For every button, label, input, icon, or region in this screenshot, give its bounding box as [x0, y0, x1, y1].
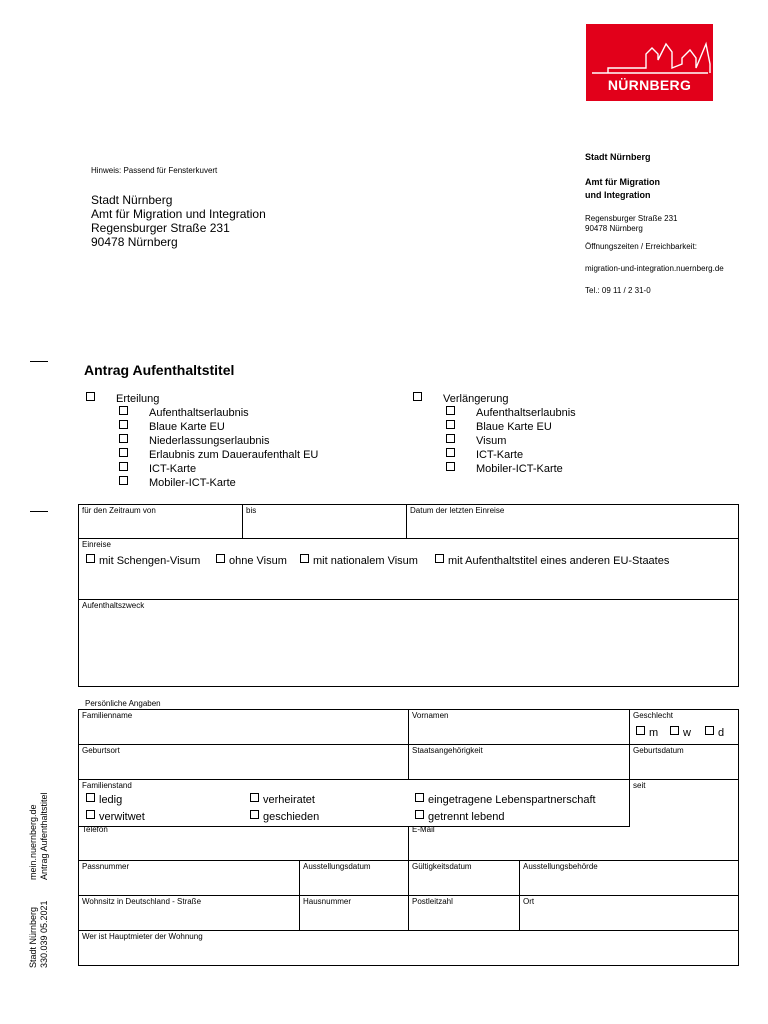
checkbox-grant[interactable]: [86, 392, 159, 406]
checkbox-extension[interactable]: [413, 392, 508, 406]
checkbox-icon[interactable]: [636, 726, 645, 735]
sender-info: [585, 152, 765, 296]
fold-mark: [30, 511, 48, 512]
option-label: ohne Visum: [229, 555, 287, 567]
option-label: Mobiler-ICT-Karte: [149, 477, 236, 489]
option-label: ICT-Karte: [476, 449, 524, 461]
checkbox-extension-option[interactable]: [446, 462, 563, 476]
field-label: Postleitzahl: [412, 897, 453, 906]
city-field[interactable]: [520, 896, 738, 930]
option-label: verheiratet: [263, 794, 315, 806]
sidebar-web-form: [28, 792, 50, 880]
field-label: Einreise: [82, 540, 111, 549]
checkbox-icon[interactable]: [670, 726, 679, 735]
nationality-field[interactable]: [409, 745, 629, 779]
sidebar-form-no: 330.039 05.2021: [39, 900, 49, 968]
option-label: geschieden: [263, 811, 320, 823]
sender-web: migration-und-integration.nuernberg.de: [585, 264, 724, 273]
checkbox-grant-option[interactable]: [119, 420, 225, 434]
checkbox-national-visa[interactable]: [300, 554, 418, 568]
checkbox-icon[interactable]: [300, 554, 309, 563]
checkbox-icon[interactable]: [446, 462, 455, 471]
option-label: Blaue Karte EU: [149, 421, 225, 433]
option-label: w: [683, 727, 691, 739]
option-label: ledig: [99, 794, 123, 806]
sender-dept: und Integration: [585, 190, 651, 200]
field-label: Hausnummer: [303, 897, 352, 906]
field-label: Geburtsdatum: [633, 746, 684, 755]
checkbox-icon[interactable]: [86, 392, 95, 401]
checkbox-icon[interactable]: [86, 554, 95, 563]
option-label: getrennt lebend: [428, 811, 505, 823]
field-label: Gültigkeitsdatum: [412, 862, 472, 871]
checkbox-gender-m[interactable]: [636, 726, 658, 740]
checkbox-grant-option[interactable]: [119, 476, 236, 490]
issue-date-field[interactable]: [300, 861, 408, 895]
field-label: Wer ist Hauptmieter der Wohnung: [82, 932, 203, 941]
checkbox-gender-d[interactable]: [705, 726, 724, 740]
checkbox-icon[interactable]: [86, 793, 95, 802]
checkbox-icon[interactable]: [250, 810, 259, 819]
checkbox-grant-option[interactable]: [119, 434, 269, 448]
checkbox-icon[interactable]: [446, 448, 455, 457]
field-label: Geschlecht: [633, 711, 674, 720]
main-tenant-field[interactable]: [79, 931, 738, 965]
birthdate-field[interactable]: [630, 745, 738, 779]
extension-label: Verlängerung: [443, 393, 509, 405]
checkbox-icon[interactable]: [119, 448, 128, 457]
field-label: Ausstellungsbehörde: [523, 862, 598, 871]
option-label: Niederlassungserlaubnis: [149, 435, 270, 447]
address-line: Regensburger Straße 231: [91, 221, 230, 235]
option-label: eingetragene Lebenspartnerschaft: [428, 794, 596, 806]
birthplace-field[interactable]: [79, 745, 408, 779]
address-line: 90478 Nürnberg: [91, 235, 178, 249]
field-label: Telefon: [82, 825, 108, 834]
checkbox-icon[interactable]: [119, 420, 128, 429]
option-label: mit nationalem Visum: [313, 555, 418, 567]
checkbox-icon[interactable]: [250, 793, 259, 802]
checkbox-married[interactable]: [250, 793, 315, 807]
checkbox-schengen-visa[interactable]: [86, 554, 200, 568]
option-label: ICT-Karte: [149, 463, 197, 475]
field-label: Familienstand: [82, 781, 132, 790]
sidebar-form-name: Antrag Aufenthaltstitel: [39, 792, 49, 880]
sidebar-org-form-no: [28, 900, 50, 968]
checkbox-icon[interactable]: [119, 434, 128, 443]
checkbox-icon[interactable]: [413, 392, 422, 401]
option-label: d: [718, 727, 725, 739]
option-label: Mobiler-ICT-Karte: [476, 463, 563, 475]
checkbox-no-visa[interactable]: [216, 554, 287, 568]
field-label: Geburtsort: [82, 746, 120, 755]
field-label: Datum der letzten Einreise: [410, 506, 505, 515]
address-block: [91, 193, 266, 249]
since-field[interactable]: [630, 780, 738, 860]
option-label: Aufenthaltserlaubnis: [149, 407, 249, 419]
option-label: Visum: [476, 435, 507, 447]
city-logo: [586, 24, 713, 101]
form-title: Antrag Aufenthaltstitel: [84, 362, 235, 378]
field-label: Aufenthaltszweck: [82, 601, 145, 610]
checkbox-icon[interactable]: [415, 793, 424, 802]
option-label: Aufenthaltserlaubnis: [476, 407, 576, 419]
street-field[interactable]: [79, 896, 299, 930]
option-label: verwitwet: [99, 811, 145, 823]
period-from-field[interactable]: [79, 505, 242, 538]
checkbox-icon[interactable]: [119, 476, 128, 485]
field-label: Familienname: [82, 711, 133, 720]
option-label: Blaue Karte EU: [476, 421, 552, 433]
address-line: Stadt Nürnberg: [91, 193, 173, 207]
option-label: m: [649, 727, 659, 739]
checkbox-grant-option[interactable]: [119, 462, 196, 476]
checkbox-eu-residence[interactable]: [435, 554, 669, 568]
checkbox-icon[interactable]: [119, 406, 128, 415]
passport-number-field[interactable]: [79, 861, 299, 895]
fold-mark: [30, 361, 48, 362]
sender-tel: Tel.: 09 11 / 2 31-0: [585, 286, 651, 295]
sender-street: Regensburger Straße 231: [585, 214, 678, 223]
field-label: Wohnsitz in Deutschland - Straße: [82, 897, 202, 906]
checkbox-single[interactable]: [86, 793, 122, 807]
sender-dept: Amt für Migration: [585, 177, 660, 187]
field-label: Ausstellungsdatum: [303, 862, 371, 871]
window-envelope-hint: Hinweis: Passend für Fensterkuvert: [91, 166, 218, 175]
section-personal-label: Persönliche Angaben: [85, 699, 161, 708]
checkbox-icon[interactable]: [435, 554, 444, 563]
field-label: seit: [633, 781, 646, 790]
field-label: bis: [246, 506, 257, 515]
checkbox-partnership[interactable]: [415, 793, 596, 807]
purpose-field[interactable]: [79, 600, 738, 686]
marital-status-field: [79, 780, 629, 826]
checkbox-grant-option[interactable]: [119, 448, 318, 462]
surname-field[interactable]: [79, 710, 408, 744]
checkbox-icon[interactable]: [446, 406, 455, 415]
option-label: Erlaubnis zum Daueraufenthalt EU: [149, 449, 319, 461]
checkbox-gender-w[interactable]: [670, 726, 691, 740]
address-line: Amt für Migration und Integration: [91, 207, 266, 221]
checkbox-divorced[interactable]: [250, 810, 319, 824]
sender-org: Stadt Nürnberg: [585, 152, 651, 162]
checkbox-extension-option[interactable]: [446, 434, 506, 448]
option-label: mit Schengen-Visum: [99, 555, 201, 567]
field-label: E-Mail: [412, 825, 435, 834]
phone-field[interactable]: [79, 824, 408, 860]
sidebar-org: Stadt Nürnberg: [28, 906, 38, 968]
checkbox-icon[interactable]: [216, 554, 225, 563]
field-label: Staatsangehörigkeit: [412, 746, 483, 755]
house-number-field[interactable]: [300, 896, 408, 930]
gender-field: [630, 710, 738, 744]
field-label: Ort: [523, 897, 535, 906]
checkbox-icon[interactable]: [446, 434, 455, 443]
checkbox-icon[interactable]: [415, 810, 424, 819]
grant-label: Erteilung: [116, 393, 160, 405]
checkbox-icon[interactable]: [86, 810, 95, 819]
sidebar-web: mein.nuernberg.de: [28, 804, 38, 880]
issuing-authority-field[interactable]: [520, 861, 738, 895]
option-label: mit Aufenthaltstitel eines anderen EU-Staates: [448, 555, 670, 567]
checkbox-icon[interactable]: [446, 420, 455, 429]
checkbox-extension-option[interactable]: [446, 406, 576, 420]
last-entry-field[interactable]: [407, 505, 738, 538]
valid-until-field[interactable]: [409, 861, 519, 895]
checkbox-icon[interactable]: [119, 462, 128, 471]
checkbox-widowed[interactable]: [86, 810, 145, 824]
postcode-field[interactable]: [409, 896, 519, 930]
checkbox-grant-option[interactable]: [119, 406, 249, 420]
checkbox-extension-option[interactable]: [446, 420, 552, 434]
field-label: Passnummer: [82, 862, 130, 871]
email-field[interactable]: [409, 824, 629, 860]
field-label: Vornamen: [412, 711, 449, 720]
field-label: für den Zeitraum von: [82, 506, 156, 515]
logo-text: NÜRNBERG: [607, 77, 692, 93]
given-names-field[interactable]: [409, 710, 629, 744]
checkbox-separated[interactable]: [415, 810, 504, 824]
sender-hours: Öffnungszeiten / Erreichbarkeit:: [585, 242, 697, 251]
period-to-field[interactable]: [243, 505, 406, 538]
entry-field: [79, 539, 738, 599]
checkbox-extension-option[interactable]: [446, 448, 523, 462]
sender-city: 90478 Nürnberg: [585, 224, 643, 233]
checkbox-icon[interactable]: [705, 726, 714, 735]
